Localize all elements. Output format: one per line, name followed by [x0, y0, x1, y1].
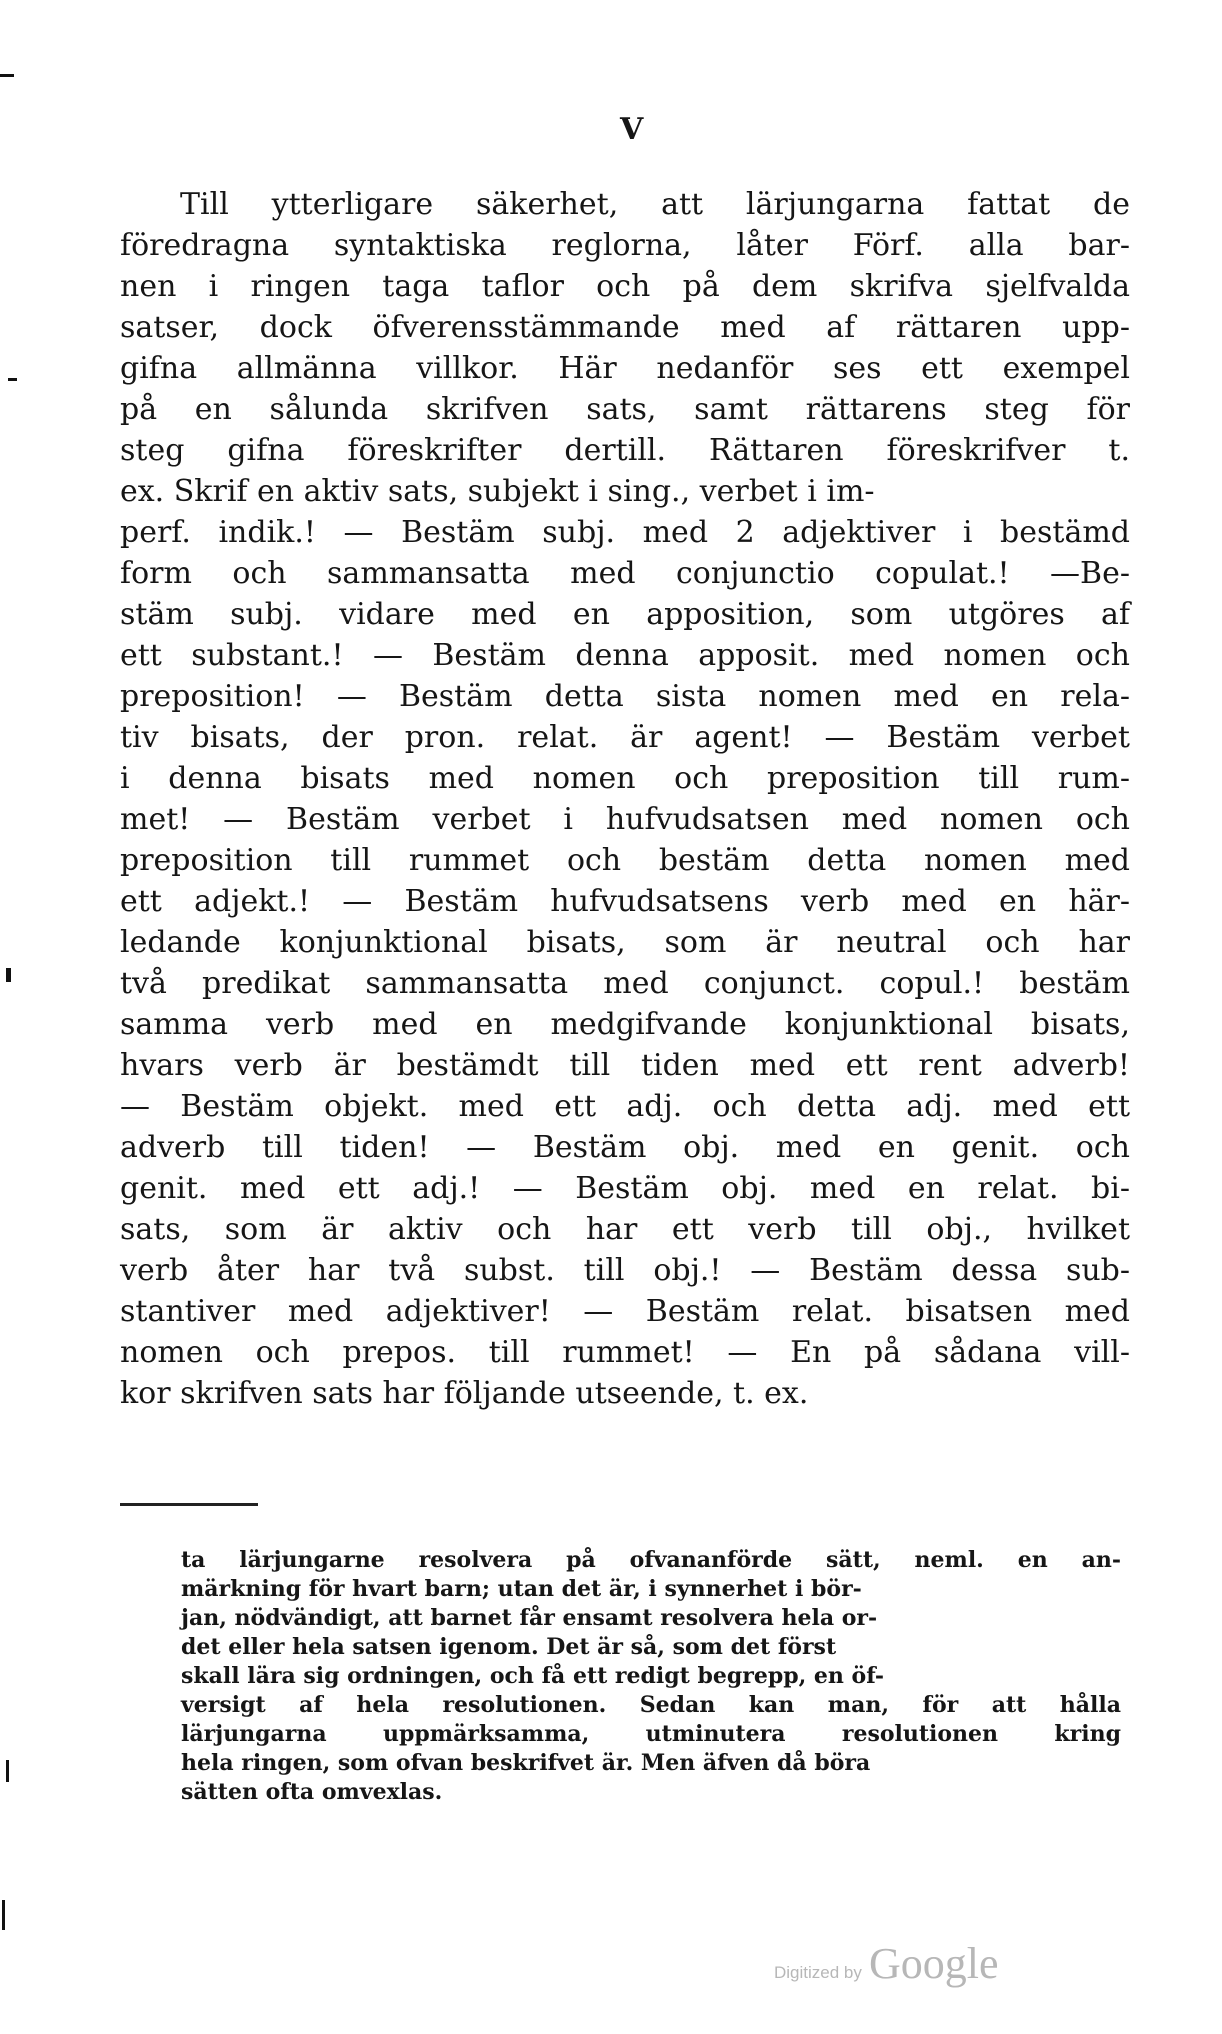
footnote-line: lärjungarna uppmärksamma, utminutera resolutionen kring [181, 1721, 1121, 1747]
watermark-prefix: Digitized by [774, 1963, 862, 1982]
text-line: på en sålunda skrifven sats, samt rättarens steg för [120, 392, 1130, 427]
footnote-line: det eller hela satsen igenom. Det är så, som det först [181, 1634, 837, 1660]
text-line: verb åter har två subst. till obj.! — Bestäm dessa sub- [120, 1253, 1130, 1288]
text-line: — Bestäm objekt. med ett adj. och detta adj. med ett [120, 1089, 1130, 1124]
text-line: preposition! — Bestäm detta sista nomen med en rela- [120, 679, 1130, 714]
text-line: ex. Skrif en aktiv sats, subjekt i sing., verbet i im- [120, 474, 875, 509]
footnote-line: märkning för hvart barn; utan det är, i synnerhet i bör- [181, 1576, 862, 1602]
footnote-line: versigt af hela resolutionen. Sedan kan man, för att hålla [181, 1692, 1121, 1718]
scan-mark-left-3 [6, 1760, 9, 1782]
text-line: gifna allmänna villkor. Här nedanför ses ett exempel [120, 351, 1130, 386]
text-line: kor skrifven sats har följande utseende, t. ex. [120, 1376, 809, 1411]
footnote-divider [120, 1503, 258, 1506]
text-line: ledande konjunktional bisats, som är neutral och har [120, 925, 1131, 960]
text-line: met! — Bestäm verbet i hufvudsatsen med nomen och [120, 802, 1130, 837]
text-line: satser, dock öfverensstämmande med af rättaren upp- [120, 310, 1130, 345]
text-line: stäm subj. vidare med en apposition, som utgöres af [120, 597, 1130, 632]
text-line: nomen och prepos. till rummet! — En på sådana vill- [120, 1335, 1130, 1370]
google-logo: Google [868, 1939, 999, 1988]
text-line: adverb till tiden! — Bestäm obj. med en genit. och [120, 1130, 1130, 1165]
text-line: form och sammansatta med conjunctio copulat.! —Be- [120, 556, 1130, 591]
scan-mark-left-4 [2, 1900, 5, 1930]
text-line: perf. indik.! — Bestäm subj. med 2 adjektiver i bestämd [120, 515, 1130, 550]
text-line: tiv bisats, der pron. relat. är agent! — Bestäm verbet [120, 720, 1130, 755]
footnote-line: sätten ofta omvexlas. [181, 1779, 443, 1805]
text-line: Till ytterligare säkerhet, att lärjungarna fattat de [180, 187, 1130, 222]
text-line: genit. med ett adj.! — Bestäm obj. med en relat. bi- [120, 1171, 1130, 1206]
text-line: sats, som är aktiv och har ett verb till obj., hvilket [120, 1212, 1130, 1247]
main-text [120, 184, 1130, 1414]
footnote-line: jan, nödvändigt, att barnet får ensamt resolvera hela or- [181, 1605, 878, 1631]
text-line: samma verb med en medgifvande konjunktional bisats, [120, 1007, 1130, 1042]
text-line: stantiver med adjektiver! — Bestäm relat. bisatsen med [120, 1294, 1130, 1329]
footnote-line: ta lärjungarne resolvera på ofvananförde sätt, neml. en an- [181, 1547, 1121, 1573]
footnote [181, 1546, 1121, 1807]
scan-mark-left-1 [8, 378, 17, 381]
text-line: preposition till rummet och bestäm detta nomen med [120, 843, 1130, 878]
text-line: steg gifna föreskrifter dertill. Rättaren föreskrifver t. [120, 433, 1130, 468]
footnote-line: hela ringen, som ofvan beskrifvet är. Men äfven då böra [181, 1750, 871, 1776]
text-line: i denna bisats med nomen och preposition till rum- [120, 761, 1130, 796]
text-line: ett adjekt.! — Bestäm hufvudsatsens verb med en här- [120, 884, 1131, 919]
scan-mark-top-left [0, 74, 14, 77]
text-line: hvars verb är bestämdt till tiden med ett rent adverb! [120, 1048, 1130, 1083]
footnote-line: skall lära sig ordningen, och få ett redigt begrepp, en öf- [181, 1663, 885, 1689]
text-line: ett substant.! — Bestäm denna apposit. med nomen och [120, 638, 1130, 673]
text-line: nen i ringen taga taflor och på dem skrifva sjelfvalda [120, 269, 1130, 304]
text-line: två predikat sammansatta med conjunct. copul.! bestäm [120, 966, 1130, 1001]
page-number: V [620, 112, 644, 147]
text-line: föredragna syntaktiska reglorna, låter Förf. alla bar- [120, 228, 1130, 263]
digitized-watermark [774, 1938, 999, 1989]
scan-mark-left-2 [6, 968, 11, 982]
